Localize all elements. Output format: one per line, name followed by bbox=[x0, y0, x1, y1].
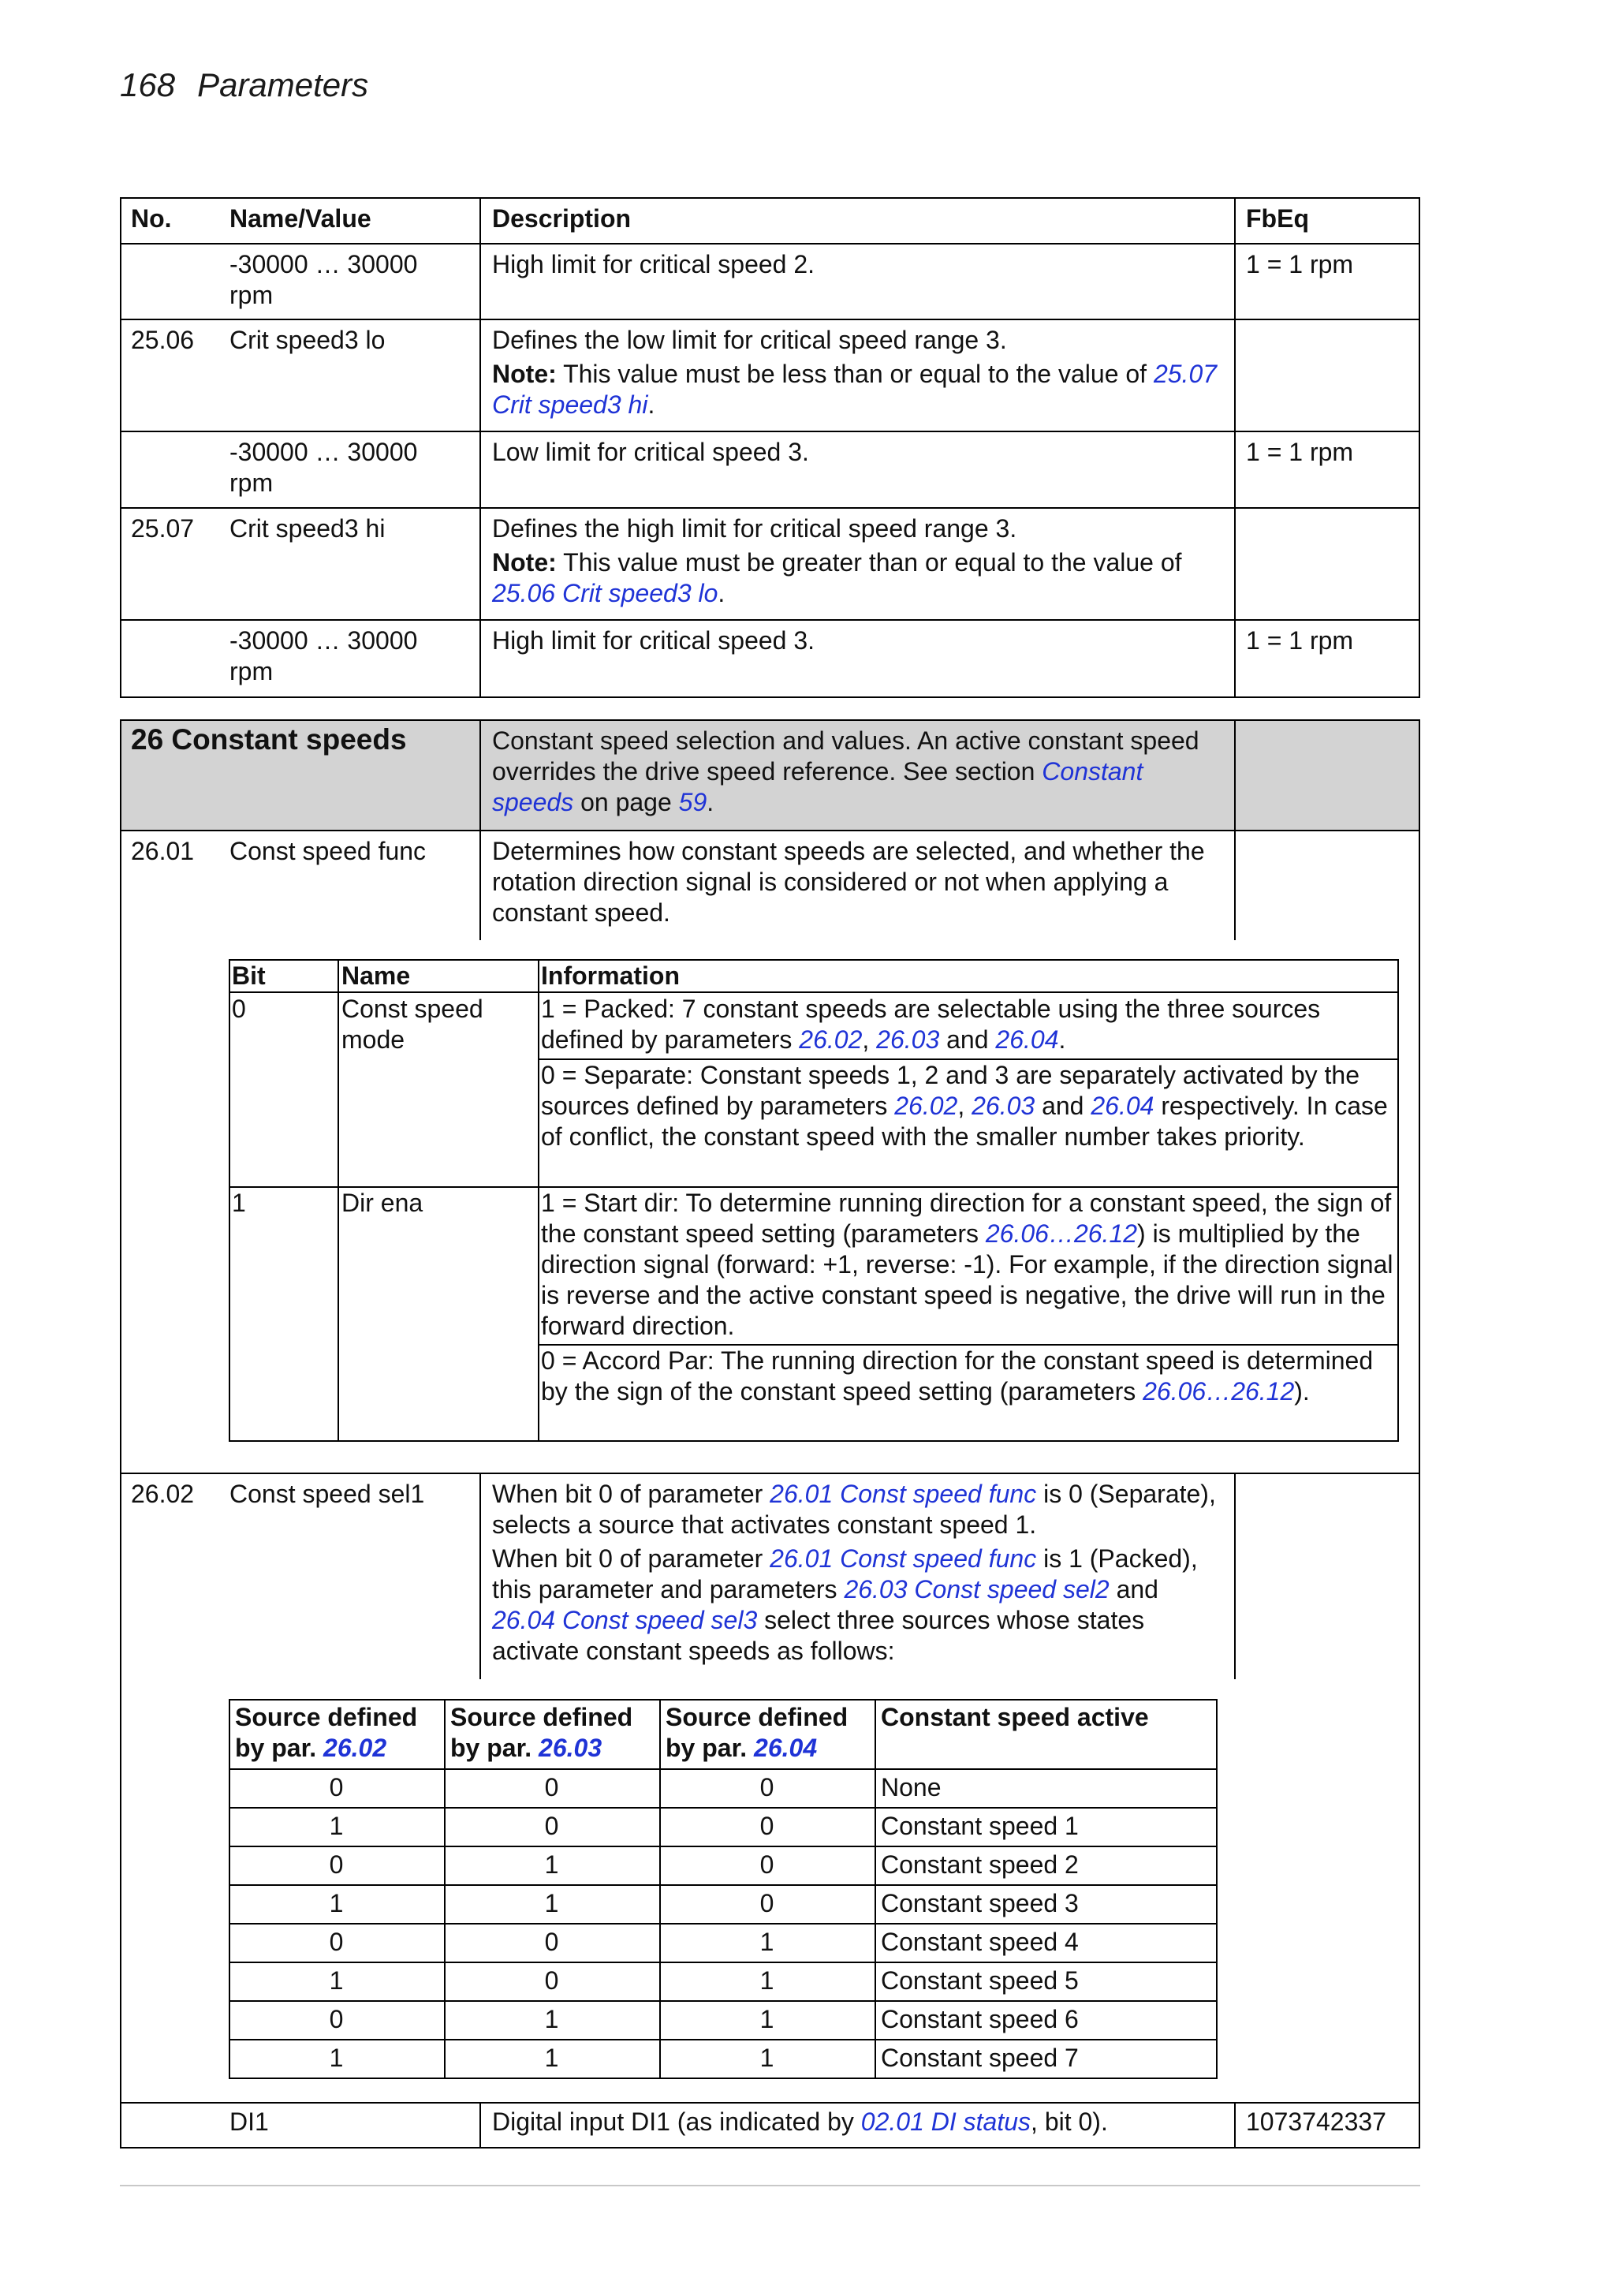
table-cell: 0 bbox=[329, 1850, 344, 1879]
table-cell: 1 bbox=[329, 1812, 344, 1840]
param-link[interactable]: 26.03 bbox=[876, 1025, 940, 1054]
footer-divider bbox=[120, 2185, 1420, 2186]
bit-number: 1 bbox=[232, 1189, 246, 1217]
table-cell: 0 bbox=[759, 1850, 774, 1879]
name-header: Name bbox=[341, 961, 411, 990]
param-link[interactable]: 26.01 Const speed func bbox=[770, 1544, 1037, 1573]
table-cell: 0 bbox=[544, 1928, 559, 1956]
fbeq-value: 1 = 1 rpm bbox=[1246, 626, 1354, 655]
param-number: 26.01 bbox=[131, 837, 195, 865]
bit-number: 0 bbox=[232, 995, 246, 1023]
fbeq-value: 1 = 1 rpm bbox=[1246, 250, 1354, 278]
fbeq-value: 1 = 1 rpm bbox=[1246, 438, 1354, 466]
table-cell: 1 bbox=[759, 2005, 774, 2033]
value-description: Low limit for critical speed 3. bbox=[492, 438, 809, 466]
value-range: -30000 … 30000 rpm bbox=[229, 438, 418, 497]
table-cell: 0 bbox=[544, 1966, 559, 1995]
table-cell: Constant speed 5 bbox=[881, 1966, 1079, 1995]
page-header bbox=[120, 66, 368, 104]
table-cell: 1 bbox=[544, 1850, 559, 1879]
table-cell: 0 bbox=[759, 1812, 774, 1840]
bit-name: Dir ena bbox=[341, 1189, 423, 1217]
source-header: Source defined by par. 26.03 bbox=[450, 1703, 633, 1762]
source-table bbox=[229, 1699, 1218, 2079]
param-link[interactable]: 26.02 bbox=[894, 1092, 958, 1120]
table-cell: 1 bbox=[759, 1928, 774, 1956]
table-cell: 0 bbox=[329, 2005, 344, 2033]
bit-info: 0 = Separate: Constant speeds 1, 2 and 3 are separately activated by the sources defined by parameters 26.02, 26.03 and 26.04 respectively. In case of conflict, the constant speed with the smaller number takes priority. bbox=[541, 1061, 1388, 1151]
info-header: Information bbox=[541, 961, 680, 990]
speed-header: Constant speed active bbox=[881, 1703, 1149, 1731]
section-title: Parameters bbox=[197, 66, 369, 103]
param-link[interactable]: 26.01 Const speed func bbox=[770, 1480, 1037, 1508]
bit-header: Bit bbox=[232, 961, 266, 990]
source-header: Source defined by par. 26.04 bbox=[666, 1703, 849, 1762]
param-description: Defines the high limit for critical speed range 3. Note: This value must be greater than or equal to the value of 25.06 Crit speed3 lo. bbox=[492, 514, 1182, 607]
param-link[interactable]: 26.03 Const speed sel2 bbox=[844, 1575, 1110, 1603]
col-no-header: No. bbox=[131, 204, 172, 233]
table-cell: 0 bbox=[759, 1773, 774, 1801]
param-link[interactable]: 26.03 bbox=[972, 1092, 1035, 1120]
table-cell: Constant speed 6 bbox=[881, 2005, 1079, 2033]
bit-info: 1 = Packed: 7 constant speeds are selectable using the three sources defined by parameters 26.02, 26.03 and 26.04. bbox=[541, 995, 1321, 1054]
table-cell: 1 bbox=[329, 2044, 344, 2072]
value-description: Digital input DI1 (as indicated by 02.01 DI status, bit 0). bbox=[492, 2107, 1108, 2136]
fbeq-value: 1073742337 bbox=[1246, 2107, 1386, 2136]
table-cell: Constant speed 1 bbox=[881, 1812, 1079, 1840]
page-number: 168 bbox=[120, 66, 176, 103]
param-name: Const speed sel1 bbox=[229, 1480, 425, 1508]
param-link[interactable]: 26.06…26.12 bbox=[1143, 1377, 1295, 1406]
param-name: Const speed func bbox=[229, 837, 427, 865]
table-cell: 0 bbox=[329, 1773, 344, 1801]
group-description: Constant speed selection and values. An active constant speed overrides the drive speed reference. See section Constant speeds on page 59. bbox=[492, 726, 1199, 816]
col-fbeq-header: FbEq bbox=[1246, 204, 1309, 233]
param-number: 25.07 bbox=[131, 514, 195, 543]
table-cell: Constant speed 3 bbox=[881, 1889, 1079, 1917]
param-name: Crit speed3 lo bbox=[229, 326, 386, 354]
value-range: -30000 … 30000 rpm bbox=[229, 626, 418, 685]
page-link[interactable]: 59 bbox=[678, 788, 707, 816]
param-link[interactable]: 25.06 Crit speed3 lo bbox=[492, 579, 718, 607]
table-cell: 0 bbox=[544, 1812, 559, 1840]
param-description: Defines the low limit for critical speed range 3. Note: This value must be less than or equal to the value of 25.07 Crit speed3 hi. bbox=[492, 326, 1218, 419]
value-range: -30000 … 30000 rpm bbox=[229, 250, 418, 309]
table-cell: Constant speed 7 bbox=[881, 2044, 1079, 2072]
table-cell: None bbox=[881, 1773, 942, 1801]
section-link[interactable]: Constant speeds bbox=[492, 757, 1143, 816]
param-name: Crit speed3 hi bbox=[229, 514, 386, 543]
table-cell: 1 bbox=[329, 1966, 344, 1995]
table-cell: 0 bbox=[329, 1928, 344, 1956]
param-number: 26.02 bbox=[131, 1480, 195, 1508]
bits-table bbox=[229, 959, 1399, 1442]
table-cell: 0 bbox=[544, 1773, 559, 1801]
table-cell: 1 bbox=[759, 2044, 774, 2072]
bit-name: Const speed mode bbox=[341, 995, 483, 1054]
table-cell: 1 bbox=[544, 2005, 559, 2033]
param-link[interactable]: 26.04 Const speed sel3 bbox=[492, 1606, 758, 1634]
bit-info: 1 = Start dir: To determine running direction for a constant speed, the sign of the constant speed setting (parameters 26.06…26.12) is multiplied by the direction signal (forward: +1, reverse: -1). For example, if the direction signal is reverse and the active constant speed is negative, the drive will run in the forward direction. bbox=[541, 1189, 1393, 1340]
rule bbox=[120, 197, 1420, 199]
table-cell: 1 bbox=[759, 1966, 774, 1995]
col-description-header: Description bbox=[492, 204, 632, 233]
col-name-header: Name/Value bbox=[229, 204, 371, 233]
param-link[interactable]: 26.06…26.12 bbox=[985, 1219, 1138, 1248]
param-link[interactable]: 26.04 bbox=[995, 1025, 1059, 1054]
param-description: Determines how constant speeds are selected, and whether the rotation direction signal is considered or not when applying a constant speed. bbox=[492, 837, 1205, 927]
table-cell: 1 bbox=[329, 1889, 344, 1917]
group-title: 26 Constant speeds bbox=[131, 723, 407, 756]
table-cell: Constant speed 2 bbox=[881, 1850, 1079, 1879]
param-link[interactable]: 25.07 Crit speed3 hi bbox=[492, 360, 1218, 419]
table-cell: 0 bbox=[759, 1889, 774, 1917]
source-header: Source defined by par. 26.02 bbox=[235, 1703, 418, 1762]
bit-info: 0 = Accord Par: The running direction for the constant speed is determined by the sign of the constant speed setting (parameters 26.06…26.12). bbox=[541, 1346, 1374, 1406]
value-name: DI1 bbox=[229, 2107, 269, 2136]
param-description: When bit 0 of parameter 26.01 Const speed func is 0 (Separate), selects a source that activates constant speed 1. When bit 0 of parameter 26.01 Const speed func is 1 (Packed), this parameter and parameters 26.03 Const speed sel2 and 26.04 Const speed sel3 select three sources whose states activate constant speeds as follows: bbox=[492, 1480, 1216, 1665]
value-description: High limit for critical speed 3. bbox=[492, 626, 815, 655]
param-link[interactable]: 26.02 bbox=[799, 1025, 863, 1054]
table-cell: 1 bbox=[544, 2044, 559, 2072]
param-link[interactable]: 26.04 bbox=[1091, 1092, 1154, 1120]
value-description: High limit for critical speed 2. bbox=[492, 250, 815, 278]
table-cell: 1 bbox=[544, 1889, 559, 1917]
param-number: 25.06 bbox=[131, 326, 195, 354]
param-link[interactable]: 02.01 DI status bbox=[860, 2107, 1031, 2136]
table-cell: Constant speed 4 bbox=[881, 1928, 1079, 1956]
